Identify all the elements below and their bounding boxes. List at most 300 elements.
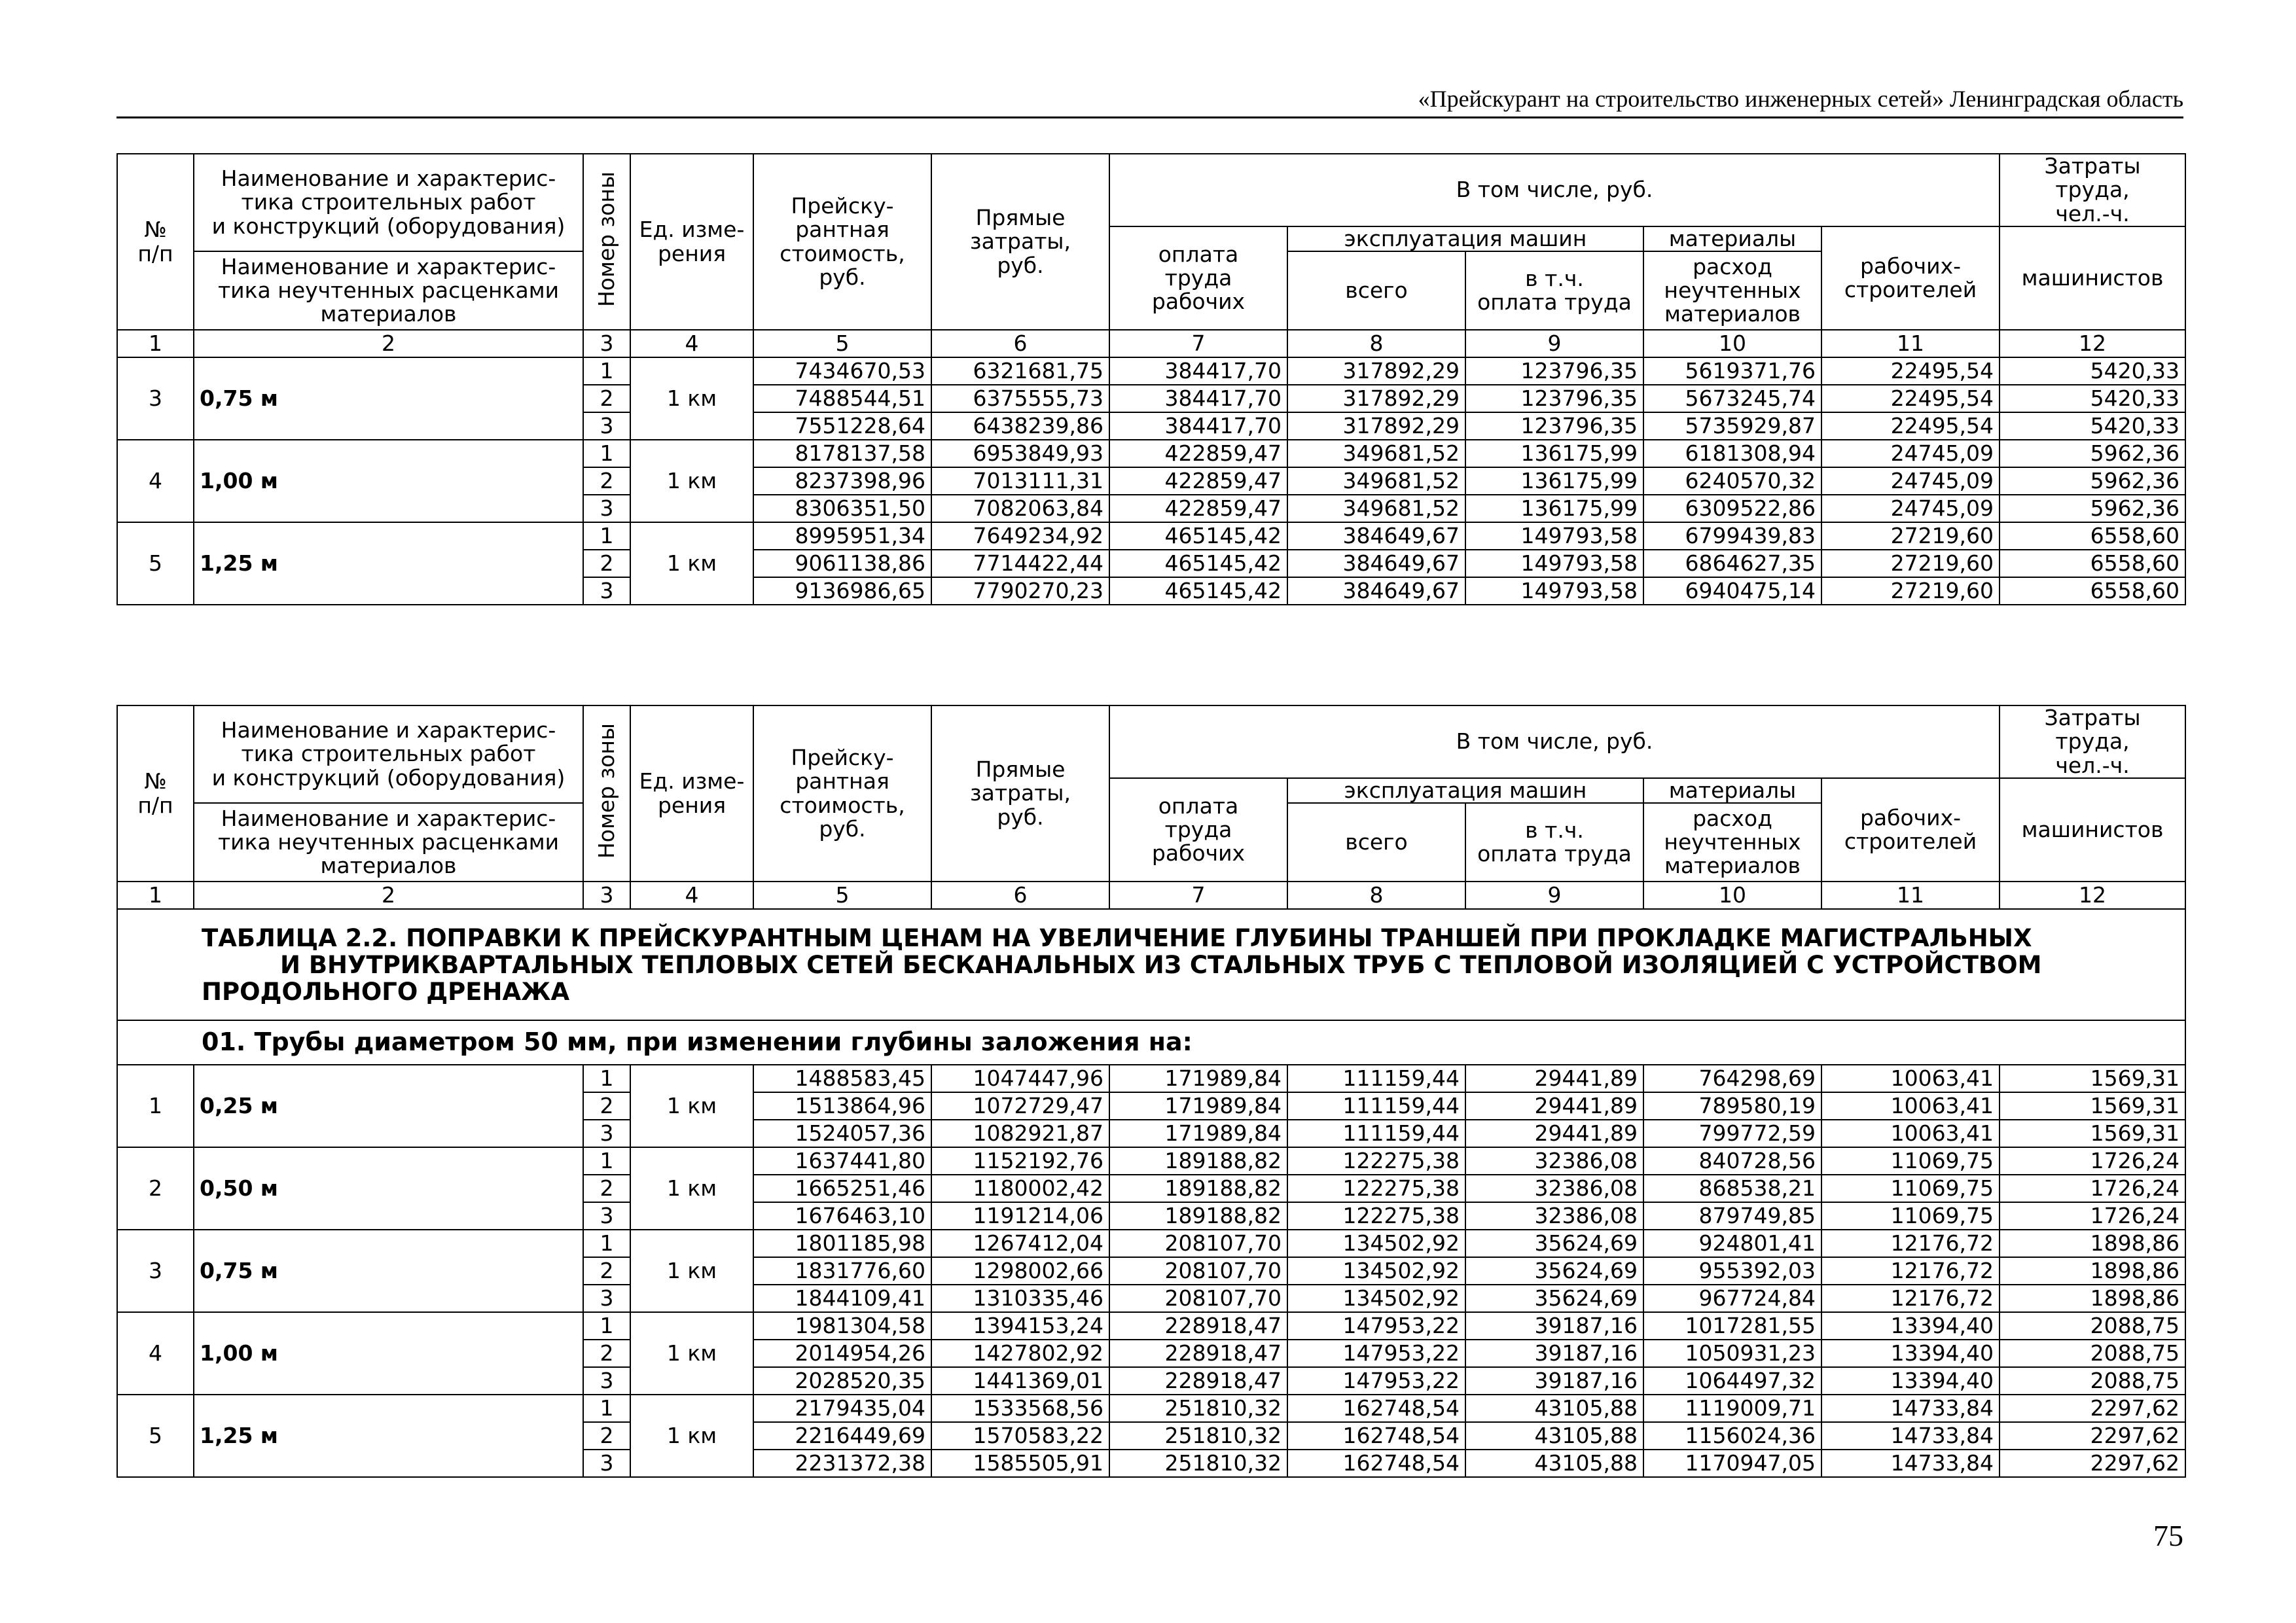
value-cell: 465145,42 [1109,550,1287,577]
header-machines: эксплуатация машин [1287,778,1643,803]
value-cell: 1050931,23 [1643,1340,1821,1367]
zone-number: 1 [583,522,630,550]
value-cell: 24745,09 [1821,467,2000,495]
table-row [117,1395,2185,1422]
header-zone [583,154,630,330]
value-cell: 32386,08 [1465,1202,1643,1230]
header-materials: материалы [1643,226,1821,251]
column-number: 9 [1465,882,1643,909]
value-cell: 11069,75 [1821,1202,2000,1230]
value-cell: 1676463,10 [753,1202,931,1230]
work-name: 1,00 м [194,440,583,522]
value-cell: 422859,47 [1109,467,1287,495]
value-cell: 14733,84 [1821,1422,2000,1450]
value-cell: 2216449,69 [753,1422,931,1450]
zone-number: 1 [583,357,630,385]
value-cell: 1152192,76 [931,1147,1109,1175]
value-cell: 6321681,75 [931,357,1109,385]
value-cell: 8237398,96 [753,467,931,495]
header-including: В том числе, руб. [1109,705,2000,778]
header-row [117,154,2185,226]
header-pp: № п/п [117,154,194,330]
unit: 1 км [630,440,753,522]
unit: 1 км [630,522,753,605]
zone-number: 2 [583,467,630,495]
header-builders: рабочих- строителей [1821,226,2000,330]
value-cell: 147953,22 [1287,1312,1465,1340]
value-cell: 171989,84 [1109,1065,1287,1092]
value-cell: 924801,41 [1643,1230,1821,1257]
value-cell: 32386,08 [1465,1147,1643,1175]
value-cell: 1726,24 [2000,1175,2185,1202]
header-labor-hours: Затраты труда, чел.-ч. [2000,705,2185,778]
value-cell: 8306351,50 [753,495,931,522]
value-cell: 2014954,26 [753,1340,931,1367]
value-cell: 6240570,32 [1643,467,1821,495]
unit: 1 км [630,1312,753,1395]
value-cell: 7082063,84 [931,495,1109,522]
header-builders: рабочих- строителей [1821,778,2000,882]
section-title-line: ПРОДОЛЬНОГО ДРЕНАЖА [202,977,570,1006]
value-cell: 2297,62 [2000,1450,2185,1477]
value-cell: 1726,24 [2000,1147,2185,1175]
work-name: 1,25 м [194,522,583,605]
zone-number: 1 [583,1312,630,1340]
work-name: 0,75 м [194,357,583,440]
value-cell: 2231372,38 [753,1450,931,1477]
value-cell: 6375555,73 [931,385,1109,412]
row-number: 3 [117,357,194,440]
value-cell: 6940475,14 [1643,577,1821,605]
row-number: 4 [117,440,194,522]
value-cell: 1898,86 [2000,1230,2185,1257]
value-cell: 6309522,86 [1643,495,1821,522]
value-cell: 1898,86 [2000,1257,2185,1285]
value-cell: 2028520,35 [753,1367,931,1395]
value-cell: 134502,92 [1287,1257,1465,1285]
header-labor-cost: оплата труда рабочих [1109,226,1287,330]
zone-number: 1 [583,1147,630,1175]
value-cell: 189188,82 [1109,1147,1287,1175]
value-cell: 39187,16 [1465,1367,1643,1395]
value-cell: 317892,29 [1287,412,1465,440]
value-cell: 7013111,31 [931,467,1109,495]
value-cell: 317892,29 [1287,385,1465,412]
value-cell: 1665251,46 [753,1175,931,1202]
value-cell: 6799439,83 [1643,522,1821,550]
unit: 1 км [630,1147,753,1230]
header-unit: Ед. изме- рения [630,705,753,882]
column-number: 3 [583,330,630,357]
value-cell: 1017281,55 [1643,1312,1821,1340]
value-cell: 465145,42 [1109,522,1287,550]
value-cell: 149793,58 [1465,550,1643,577]
value-cell: 1156024,36 [1643,1422,1821,1450]
row-number: 5 [117,522,194,605]
value-cell: 12176,72 [1821,1257,2000,1285]
value-cell: 39187,16 [1465,1312,1643,1340]
header-materials-unaccounted: расход неучтенных материалов [1643,803,1821,882]
value-cell: 1047447,96 [931,1065,1109,1092]
value-cell: 5619371,76 [1643,357,1821,385]
header-machinists: машинистов [2000,778,2185,882]
value-cell: 799772,59 [1643,1120,1821,1147]
price-table-top [117,153,2186,605]
header-row [117,705,2185,778]
value-cell: 384417,70 [1109,357,1287,385]
value-cell: 6558,60 [2000,550,2185,577]
value-cell: 122275,38 [1287,1202,1465,1230]
value-cell: 2088,75 [2000,1367,2185,1395]
value-cell: 2088,75 [2000,1340,2185,1367]
subsection-title: 01. Трубы диаметром 50 мм, при изменении глубины заложения на: [117,1020,2185,1065]
value-cell: 764298,69 [1643,1065,1821,1092]
column-number: 10 [1643,330,1821,357]
value-cell: 13394,40 [1821,1367,2000,1395]
value-cell: 43105,88 [1465,1450,1643,1477]
header-price: Прейску- рантная стоимость, руб. [753,705,931,882]
value-cell: 123796,35 [1465,385,1643,412]
header-zone-text: Номер зоны [593,723,619,859]
subsection-title-row [117,1020,2185,1065]
zone-number: 1 [583,440,630,467]
value-cell: 35624,69 [1465,1230,1643,1257]
value-cell: 1569,31 [2000,1120,2185,1147]
header-direct-costs: Прямые затраты, руб. [931,705,1109,882]
value-cell: 147953,22 [1287,1367,1465,1395]
column-number: 4 [630,330,753,357]
value-cell: 1072729,47 [931,1092,1109,1120]
value-cell: 1844109,41 [753,1285,931,1312]
value-cell: 1298002,66 [931,1257,1109,1285]
value-cell: 134502,92 [1287,1285,1465,1312]
value-cell: 136175,99 [1465,495,1643,522]
column-number: 6 [931,882,1109,909]
column-number: 12 [2000,882,2185,909]
value-cell: 136175,99 [1465,467,1643,495]
value-cell: 1569,31 [2000,1065,2185,1092]
zone-number: 1 [583,1065,630,1092]
value-cell: 12176,72 [1821,1285,2000,1312]
unit: 1 км [630,1395,753,1477]
header-machines-labor: в т.ч. оплата труда [1465,803,1643,882]
header-unit: Ед. изме- рения [630,154,753,330]
header-zone-text: Номер зоны [593,171,619,308]
running-header [117,82,2183,118]
header-direct-costs: Прямые затраты, руб. [931,154,1109,330]
value-cell: 24745,09 [1821,440,2000,467]
value-cell: 123796,35 [1465,412,1643,440]
value-cell: 1533568,56 [931,1395,1109,1422]
value-cell: 349681,52 [1287,467,1465,495]
value-cell: 32386,08 [1465,1175,1643,1202]
section-title-line: И ВНУТРИКВАРТАЛЬНЫХ ТЕПЛОВЫХ СЕТЕЙ БЕСКАНАЛЬНЫХ ИЗ СТАЛЬНЫХ ТРУБ С ТЕПЛОВОЙ ИЗОЛЯЦИЕЙ С УСТРОЙСТВОМ [280,950,2042,979]
value-cell: 1427802,92 [931,1340,1109,1367]
value-cell: 5673245,74 [1643,385,1821,412]
work-name: 0,75 м [194,1230,583,1312]
value-cell: 149793,58 [1465,577,1643,605]
value-cell: 251810,32 [1109,1422,1287,1450]
value-cell: 465145,42 [1109,577,1287,605]
value-cell: 136175,99 [1465,440,1643,467]
unit: 1 км [630,1230,753,1312]
header-name-works: Наименование и характерис- тика строительных работ и конструкций (оборудования) [194,154,583,251]
table-row [117,522,2185,550]
header-materials: материалы [1643,778,1821,803]
value-cell: 29441,89 [1465,1120,1643,1147]
zone-number: 2 [583,1257,630,1285]
value-cell: 43105,88 [1465,1395,1643,1422]
value-cell: 189188,82 [1109,1175,1287,1202]
value-cell: 11069,75 [1821,1175,2000,1202]
value-cell: 27219,60 [1821,522,2000,550]
value-cell: 35624,69 [1465,1285,1643,1312]
price-table-bottom [117,705,2186,1478]
zone-number: 2 [583,1092,630,1120]
value-cell: 171989,84 [1109,1120,1287,1147]
value-cell: 349681,52 [1287,495,1465,522]
zone-number: 3 [583,412,630,440]
column-number: 10 [1643,882,1821,909]
value-cell: 24745,09 [1821,495,2000,522]
value-cell: 1170947,05 [1643,1450,1821,1477]
unit: 1 км [630,1065,753,1147]
value-cell: 122275,38 [1287,1175,1465,1202]
value-cell: 422859,47 [1109,440,1287,467]
header-labor-hours: Затраты труда, чел.-ч. [2000,154,2185,226]
zone-number: 3 [583,495,630,522]
value-cell: 879749,85 [1643,1202,1821,1230]
value-cell: 251810,32 [1109,1450,1287,1477]
column-number: 1 [117,882,194,909]
zone-number: 2 [583,550,630,577]
value-cell: 6558,60 [2000,522,2185,550]
value-cell: 349681,52 [1287,440,1465,467]
value-cell: 7790270,23 [931,577,1109,605]
value-cell: 9136986,65 [753,577,931,605]
value-cell: 2297,62 [2000,1395,2185,1422]
value-cell: 1801185,98 [753,1230,931,1257]
value-cell: 10063,41 [1821,1120,2000,1147]
column-number: 6 [931,330,1109,357]
value-cell: 1585505,91 [931,1450,1109,1477]
value-cell: 10063,41 [1821,1092,2000,1120]
value-cell: 5420,33 [2000,412,2185,440]
zone-number: 1 [583,1230,630,1257]
value-cell: 1831776,60 [753,1257,931,1285]
row-number: 4 [117,1312,194,1395]
value-cell: 1570583,22 [931,1422,1109,1450]
value-cell: 6558,60 [2000,577,2185,605]
column-number: 11 [1821,882,2000,909]
value-cell: 14733,84 [1821,1395,2000,1422]
value-cell: 789580,19 [1643,1092,1821,1120]
value-cell: 27219,60 [1821,577,2000,605]
value-cell: 35624,69 [1465,1257,1643,1285]
zone-number: 2 [583,1175,630,1202]
value-cell: 1119009,71 [1643,1395,1821,1422]
value-cell: 384649,67 [1287,550,1465,577]
column-number: 2 [194,330,583,357]
value-cell: 840728,56 [1643,1147,1821,1175]
value-cell: 2179435,04 [753,1395,931,1422]
row-number: 1 [117,1065,194,1147]
work-name: 1,25 м [194,1395,583,1477]
value-cell: 1441369,01 [931,1367,1109,1395]
column-number: 9 [1465,330,1643,357]
zone-number: 2 [583,1422,630,1450]
zone-number: 3 [583,577,630,605]
column-number: 3 [583,882,630,909]
zone-number: 1 [583,1395,630,1422]
value-cell: 22495,54 [1821,412,2000,440]
value-cell: 171989,84 [1109,1092,1287,1120]
zone-number: 3 [583,1202,630,1230]
zone-number: 3 [583,1120,630,1147]
header-machines-labor: в т.ч. оплата труда [1465,251,1643,330]
header-pp: № п/п [117,705,194,882]
value-cell: 955392,03 [1643,1257,1821,1285]
value-cell: 208107,70 [1109,1257,1287,1285]
section-title-row [117,909,2185,1020]
table-row [117,1230,2185,1257]
value-cell: 29441,89 [1465,1065,1643,1092]
column-number: 7 [1109,330,1287,357]
value-cell: 1191214,06 [931,1202,1109,1230]
value-cell: 5962,36 [2000,440,2185,467]
value-cell: 22495,54 [1821,385,2000,412]
column-number: 5 [753,330,931,357]
column-number: 2 [194,882,583,909]
value-cell: 111159,44 [1287,1065,1465,1092]
value-cell: 149793,58 [1465,522,1643,550]
header-name-works: Наименование и характерис- тика строительных работ и конструкций (оборудования) [194,705,583,803]
value-cell: 1488583,45 [753,1065,931,1092]
value-cell: 134502,92 [1287,1230,1465,1257]
value-cell: 27219,60 [1821,550,2000,577]
value-cell: 43105,88 [1465,1422,1643,1450]
value-cell: 384417,70 [1109,385,1287,412]
table-row [117,1147,2185,1175]
value-cell: 1310335,46 [931,1285,1109,1312]
table-row [117,440,2185,467]
column-number: 7 [1109,882,1287,909]
value-cell: 1981304,58 [753,1312,931,1340]
value-cell: 7714422,44 [931,550,1109,577]
zone-number: 3 [583,1450,630,1477]
value-cell: 5420,33 [2000,357,2185,385]
value-cell: 208107,70 [1109,1230,1287,1257]
value-cell: 162748,54 [1287,1450,1465,1477]
value-cell: 422859,47 [1109,495,1287,522]
value-cell: 1082921,87 [931,1120,1109,1147]
value-cell: 1726,24 [2000,1202,2185,1230]
row-number: 2 [117,1147,194,1230]
value-cell: 122275,38 [1287,1147,1465,1175]
header-name-materials: Наименование и характерис- тика неучтенных расценками материалов [194,803,583,882]
value-cell: 6438239,86 [931,412,1109,440]
value-cell: 6181308,94 [1643,440,1821,467]
column-number: 1 [117,330,194,357]
header-name-materials: Наименование и характерис- тика неучтенных расценками материалов [194,251,583,330]
value-cell: 5962,36 [2000,467,2185,495]
value-cell: 6864627,35 [1643,550,1821,577]
value-cell: 10063,41 [1821,1065,2000,1092]
page-number: 75 [2153,1519,2183,1552]
column-number-row [117,330,2185,357]
value-cell: 147953,22 [1287,1340,1465,1367]
value-cell: 9061138,86 [753,550,931,577]
value-cell: 39187,16 [1465,1340,1643,1367]
value-cell: 6953849,93 [931,440,1109,467]
value-cell: 29441,89 [1465,1092,1643,1120]
column-number: 8 [1287,330,1465,357]
value-cell: 228918,47 [1109,1367,1287,1395]
value-cell: 317892,29 [1287,357,1465,385]
header-price: Прейску- рантная стоимость, руб. [753,154,931,330]
value-cell: 8178137,58 [753,440,931,467]
header-materials-unaccounted: расход неучтенных материалов [1643,251,1821,330]
row-number: 5 [117,1395,194,1477]
work-name: 0,25 м [194,1065,583,1147]
value-cell: 967724,84 [1643,1285,1821,1312]
value-cell: 384649,67 [1287,522,1465,550]
value-cell: 5962,36 [2000,495,2185,522]
value-cell: 189188,82 [1109,1202,1287,1230]
zone-number: 3 [583,1285,630,1312]
running-header-text: «Прейскурант на строительство инженерных сетей» Ленинградская область [1418,86,2183,112]
zone-number: 2 [583,1340,630,1367]
table-row [117,1312,2185,1340]
value-cell: 12176,72 [1821,1230,2000,1257]
column-number: 5 [753,882,931,909]
section-title [117,909,2185,1020]
value-cell: 7551228,64 [753,412,931,440]
value-cell: 1064497,32 [1643,1367,1821,1395]
value-cell: 162748,54 [1287,1395,1465,1422]
header-machines-total: всего [1287,803,1465,882]
value-cell: 1637441,80 [753,1147,931,1175]
value-cell: 14733,84 [1821,1450,2000,1477]
value-cell: 111159,44 [1287,1120,1465,1147]
value-cell: 2088,75 [2000,1312,2185,1340]
value-cell: 13394,40 [1821,1340,2000,1367]
value-cell: 1898,86 [2000,1285,2185,1312]
value-cell: 7488544,51 [753,385,931,412]
value-cell: 1524057,36 [753,1120,931,1147]
row-number: 3 [117,1230,194,1312]
column-number: 8 [1287,882,1465,909]
value-cell: 384649,67 [1287,577,1465,605]
table-row [117,357,2185,385]
value-cell: 7649234,92 [931,522,1109,550]
section-title-line: ТАБЛИЦА 2.2. ПОПРАВКИ К ПРЕЙСКУРАНТНЫМ ЦЕНАМ НА УВЕЛИЧЕНИЕ ГЛУБИНЫ ТРАНШЕЙ ПРИ ПРОКЛАДКЕ МАГИСТРАЛЬНЫХ [202,924,2032,953]
value-cell: 228918,47 [1109,1312,1287,1340]
value-cell: 162748,54 [1287,1422,1465,1450]
value-cell: 384417,70 [1109,412,1287,440]
column-number: 4 [630,882,753,909]
header-including: В том числе, руб. [1109,154,2000,226]
column-number: 11 [1821,330,2000,357]
value-cell: 208107,70 [1109,1285,1287,1312]
column-number: 12 [2000,330,2185,357]
value-cell: 11069,75 [1821,1147,2000,1175]
value-cell: 868538,21 [1643,1175,1821,1202]
value-cell: 8995951,34 [753,522,931,550]
value-cell: 1180002,42 [931,1175,1109,1202]
value-cell: 5735929,87 [1643,412,1821,440]
work-name: 1,00 м [194,1312,583,1395]
